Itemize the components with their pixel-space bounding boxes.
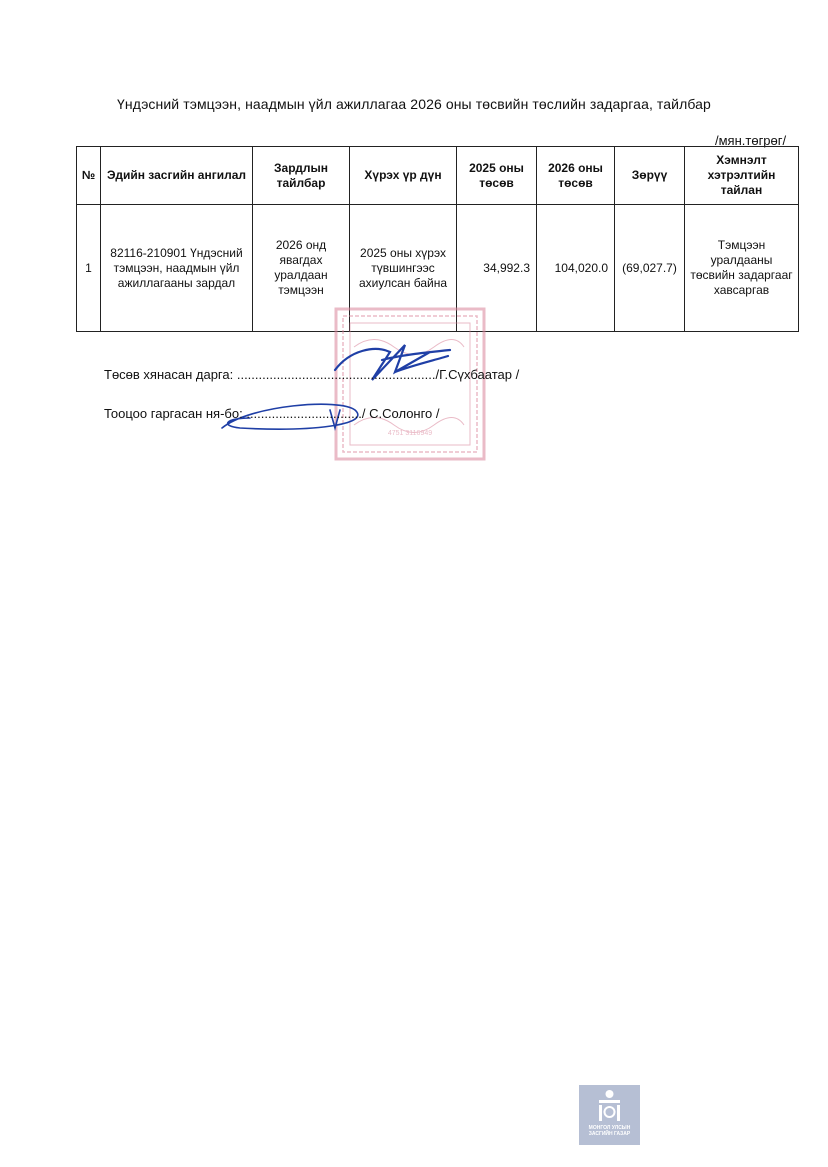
- preparer-signature-line: Тооцоо гаргасан ня-бо: ................................/ С.Солонго /: [104, 406, 440, 421]
- official-stamp: [334, 307, 486, 461]
- header-description: Зардлын тайлбар: [253, 147, 350, 205]
- svg-text:4751 3116949: 4751 3116949: [387, 430, 433, 437]
- unit-label: /мян.төгрөг/: [715, 133, 787, 148]
- header-difference: Зөрүү: [615, 147, 685, 205]
- logo-caption-line1: МОНГОЛ УЛСЫН: [588, 1125, 631, 1131]
- header-result: Хүрэх үр дүн: [350, 147, 457, 205]
- cell-result: 2025 оны хүрэх түвшингээс ахиулсан байна: [350, 205, 457, 332]
- cell-difference: (69,027.7): [615, 205, 685, 332]
- cell-budget-2026: 104,020.0: [537, 205, 615, 332]
- header-budget-2026: 2026 оны төсөв: [537, 147, 615, 205]
- header-report: Хэмнэлт хэтрэлтийн тайлан: [685, 147, 799, 205]
- cell-classification: 82116-210901 Үндэсний тэмцээн, наадмын үйл ажиллагааны зардал: [101, 205, 253, 332]
- reviewer-signature-line: Төсөв хянасан дарга: ......................................................./Г.Сүхбаатар /: [104, 367, 520, 382]
- cell-number: 1: [77, 205, 101, 332]
- table-header-row: [77, 147, 799, 205]
- header-number: №: [77, 147, 101, 205]
- header-budget-2025: 2025 оны төсөв: [457, 147, 537, 205]
- header-classification: Эдийн засгийн ангилал: [101, 147, 253, 205]
- government-logo: [579, 1085, 640, 1145]
- cell-description: 2026 онд явагдах уралдаан тэмцээн: [253, 205, 350, 332]
- logo-caption: [579, 1125, 640, 1137]
- soyombo-icon: [579, 1085, 640, 1125]
- logo-caption-line2: ЗАСГИЙН ГАЗАР: [588, 1131, 631, 1137]
- cell-budget-2025: 34,992.3: [457, 205, 537, 332]
- document-title: Үндэсний тэмцээн, наадмын үйл ажиллагаа 2026 оны төсвийн төслийн задаргаа, тайлбар: [117, 96, 711, 112]
- budget-table: [76, 146, 799, 332]
- cell-report: Тэмцээн уралдааны төсвийн задаргааг хавсаргав: [685, 205, 799, 332]
